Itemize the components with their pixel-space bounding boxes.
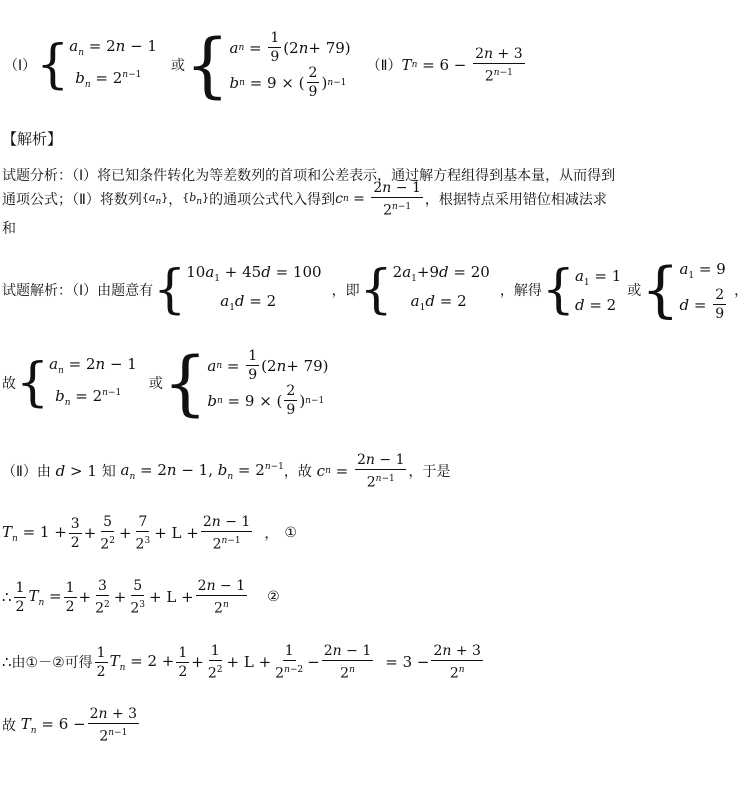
part1-label: （Ⅰ）: [4, 58, 37, 74]
section-title: 【解析】: [2, 130, 63, 148]
solution-so-system: 故 { $a_n = 2n - 1$ $b_n = 2^{n-1}$ 或 { a n = $\frac{1}{9}$ (2 n + 79) b n = 9 × ( $\frac{2}{9}$ ) n−1: [2, 342, 329, 424]
system-answer-1: $a_n = 2n - 1$ $b_n = 2^{n-1}$: [69, 36, 157, 90]
analysis-line-1: 试题分析：（Ⅰ）将已知条件转化为等差数列的首项和公差表示，通过解方程组得到基本量，从而得到: [2, 168, 616, 184]
equation-3: ∴ 由①－②可得 $\frac{1}{2}$ $T_n = 2$ + $\frac{1}{2}$ + $\frac{1}{2^2}$ + L + $\frac{1}{2^{n-2}}$ − $\frac{2n - 1}{2^n}$ = 3 − $\frac{2n + 3}{2^n}$: [2, 643, 481, 682]
equation-1: $T_n = 1$ + $\frac{3}{2}$ + $\frac{5}{2^2}$ + $\frac{7}{2^3}$ + L + $\frac{2n - 1}{2^{n-1}}$ ， ①: [2, 514, 297, 553]
solution-part2-line: （Ⅱ）由 d > 1 知 $a_n = 2n - 1$, $b_n = 2^{n-1}$ ，故 c n = $\frac{2n - 1}{2^{n-1}}$ ，于是: [2, 452, 451, 491]
system-answer-2: a n = $\frac{1}{9}$ (2 n + 79) b n = 9 × ( $\frac{2}{9}$ ) n−1: [229, 30, 351, 100]
answer-summary: （Ⅰ） { $a_n = 2n - 1$ $b_n = 2^{n-1}$ 或 { a n = $\frac{1}{9}$ (2 n + 79) b n = 9 × ( $\frac{2}{9}$ ) n−1 （Ⅱ） T n = 6 − $\frac{2n + 3}{2^{n-1}}$: [4, 30, 527, 100]
part2-label: （Ⅱ）: [366, 58, 402, 74]
solution-part1-system: 试题解析：（Ⅰ）由题意有 { $10a_1 + 45d = 100$ $a_1d = 2$ ，即 { $2a_1+9d = 20$ $a_1d = 2$ ，解得 { $a_1 = 1$ d = 2 或 { $a_1 = 9$ d = $\frac{2}{9}$ ，: [2, 255, 748, 325]
analysis-line-2: 通项公式；（Ⅱ）将数列 $\{a_n\}$ ， $\{b_n\}$ 的通项公式代入得到 c n = $\frac{2n - 1}{2^{n-1}}$ ，根据特点采用错位相减法求: [2, 180, 607, 219]
answer-tn: T n = 6 − $\frac{2n + 3}{2^{n-1}}$: [401, 45, 523, 85]
analysis-line-3: 和: [2, 221, 16, 237]
or-label: 或: [170, 58, 185, 74]
equation-2: ∴ $\frac{1}{2}$ $T_n$ = $\frac{1}{2}$ + $\frac{3}{2^2}$ + $\frac{5}{2^3}$ + L + $\frac{2n - 1}{2^n}$ ②: [2, 578, 280, 617]
final-answer: 故 $T_n = 6$ − $\frac{2n + 3}{2^{n-1}}$: [2, 706, 138, 745]
